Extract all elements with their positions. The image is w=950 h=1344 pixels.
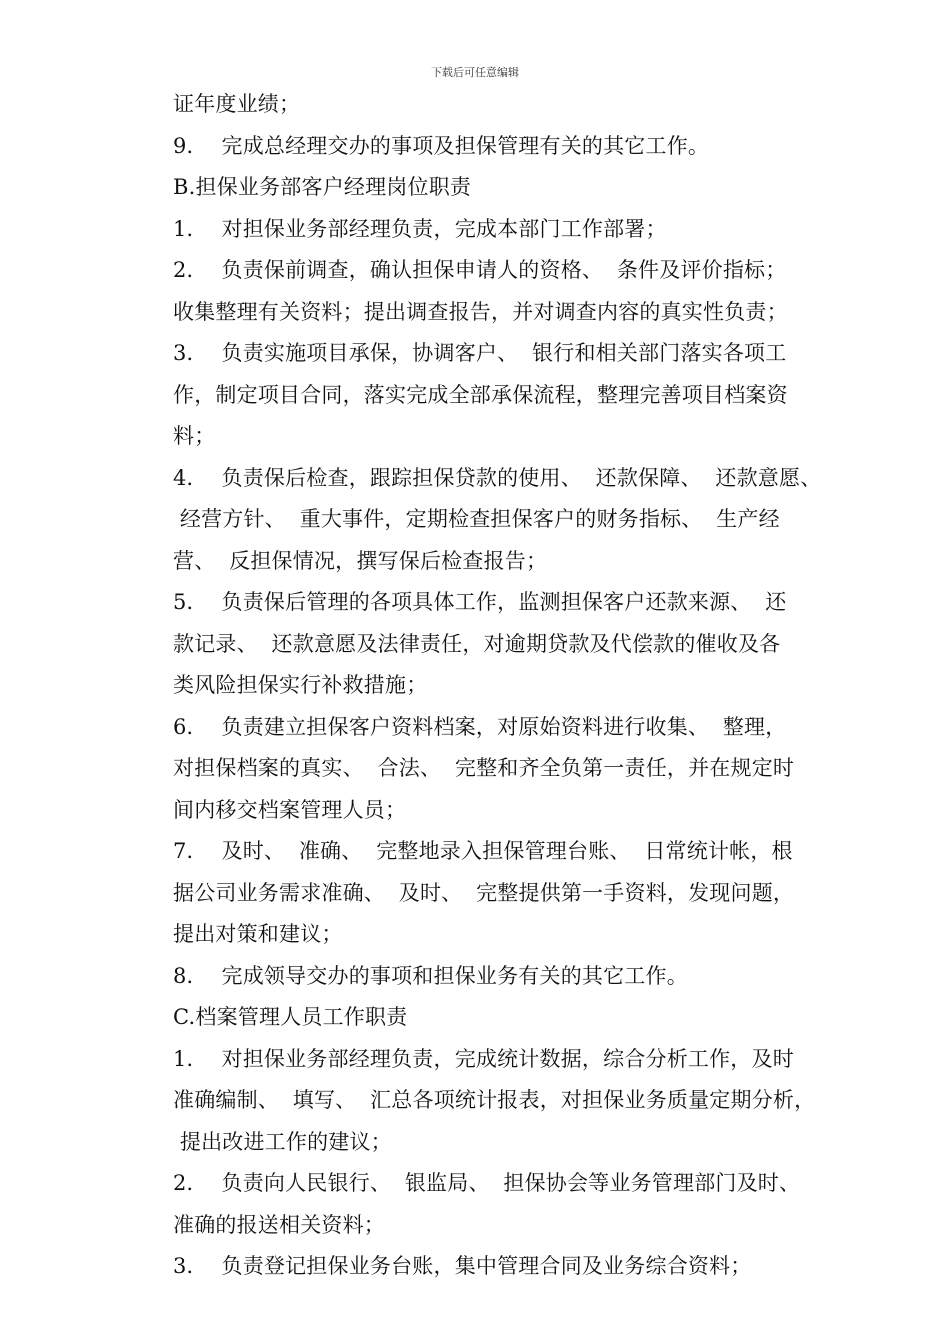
text-line: 提出对策和建议；	[173, 922, 343, 946]
section-heading: B.担保业务部客户经理岗位职责	[173, 175, 472, 199]
section-heading: C.档案管理人员工作职责	[173, 1005, 408, 1029]
text-line: 3． 负责实施项目承保，协调客户、 银行和相关部门落实各项工	[173, 341, 787, 365]
text-line: 准确编制、 填写、 汇总各项统计报表，对担保业务质量定期分析，	[173, 1088, 816, 1112]
text-line: 5． 负责保后管理的各项具体工作，监测担保客户还款来源、 还	[173, 590, 787, 614]
text-line: 间内移交档案管理人员；	[173, 797, 407, 822]
text-line: 8． 完成领导交办的事项和担保业务有关的其它工作。	[173, 963, 688, 988]
text-line: 1． 对担保业务部经理负责，完成本部门工作部署；	[173, 216, 667, 241]
text-line: 2． 负责保前调查，确认担保申请人的资格、 条件及评价指标；	[173, 258, 787, 282]
page-header: 下载后可任意编辑	[431, 66, 519, 79]
text-line: 2． 负责向人民银行、 银监局、 担保协会等业务管理部门及时、	[173, 1171, 801, 1195]
text-line: 款记录、 还款意愿及法律责任，对逾期贷款及代偿款的催收及各	[173, 631, 781, 656]
text-line: 3． 负责登记担保业务台账，集中管理合同及业务综合资料；	[173, 1254, 752, 1278]
text-line: 准确的报送相关资料；	[173, 1212, 385, 1237]
text-line: 对担保档案的真实、 合法、 完整和齐全负第一责任，并在规定时	[173, 756, 795, 780]
text-line: 收集整理有关资料；提出调查报告，并对调查内容的真实性负责；	[173, 299, 788, 324]
text-line: 提出改进工作的建议；	[173, 1129, 392, 1154]
text-line: 类风险担保实行补救措施；	[173, 673, 428, 697]
text-line: 4． 负责保后检查，跟踪担保贷款的使用、 还款保障、 还款意愿、	[173, 465, 822, 490]
text-line: 据公司业务需求准确、 及时、 完整提供第一手资料，发现问题，	[173, 880, 795, 905]
document-body	[173, 84, 863, 1288]
text-line: 6． 负责建立担保客户资料档案，对原始资料进行收集、 整理，	[173, 714, 787, 739]
text-line: 证年度业绩；	[173, 92, 301, 116]
text-line: 1． 对担保业务部经理负责，完成统计数据，综合分析工作，及时	[173, 1046, 794, 1071]
text-line: 作，制定项目合同，落实完成全部承保流程，整理完善项目档案资	[173, 382, 788, 407]
text-line: 9． 完成总经理交办的事项及担保管理有关的其它工作。	[173, 133, 710, 158]
text-line: 料；	[173, 424, 216, 448]
text-line: 7． 及时、 准确、 完整地录入担保管理台账、 日常统计帐，根	[173, 839, 793, 863]
text-line: 经营方针、 重大事件，定期检查担保客户的财务指标、 生产经	[173, 507, 780, 531]
text-line: 营、 反担保情况，撰写保后检查报告；	[173, 548, 548, 573]
